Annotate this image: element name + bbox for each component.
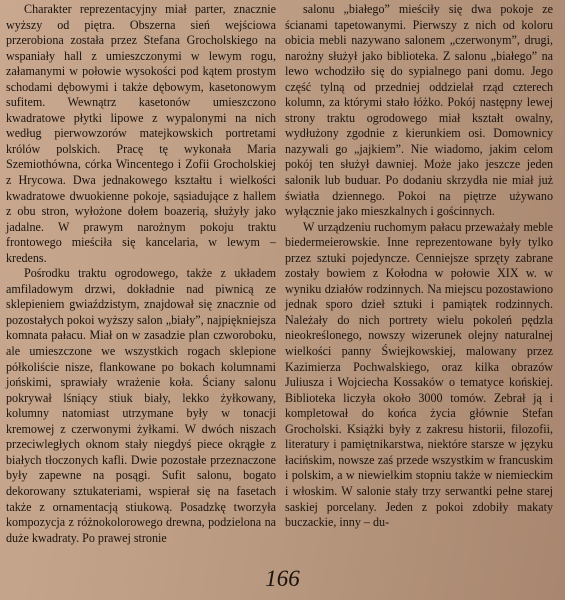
paragraph: Pośrodku traktu ogrodowego, także z układem amfiladowym drzwi, dokładnie nad piwnicą ze sklepieniem gwiaździstym, znajdował się znacznie od pozostałych pokoi wyższy salon „biały”, najpiękniejsza komnata pałacu. Miał on w zasadzie plan czworoboku, ale umieszczone we wszystkich rogach sklepione półkoliście nisze, flankowane po bokach kolumnami jońskimi, sprawiały wrażenie koła. Ściany salonu pokrywał lśniący stiuk biały, lekko żyłkowany, kolumny natomiast utrzymane były w tonacji kremowej z czerwonymi żyłkami. W dwóch niszach przeciwległych oknom stały niegdyś piece okrągłe z białych tłoczonych kafli. Dwie pozostałe przeznaczone były zapewne na posągi. Sufit salonu, bogato dekorowany sztukateriami, wspierał się na fasetach także z ornamentacją stiukową. Posadzkę tworzyła kompozycja z różnokolorowego drewna, podzielona na duże kwadraty. Po prawej stronie xyxy=(6,266,276,545)
paragraph: Charakter reprezentacyjny miał parter, znacznie wyższy od piętra. Obszerna sień wejściowa przerobiona została przez Stefana Grocholskiego na wspaniały hall z umieszczonymi w lewym rogu, załamanymi w połowie wysokości pod kątem prostym schodami dębowymi i także dębowym, kasetonowym sufitem. Wewnątrz kasetonów umieszczono kwadratowe płytki lipowe z wypalonymi na nich według pierwowzorów matejkowskich portretami królów polskich. Pracę tę wykonała Maria Szemiothówna, córka Wincentego i Zofii Grocholskiej z Hrycowa. Dwa jednakowego kształtu i wielkości kwadratowe dwuokienne pokoje, sąsiadujące z hallem z obu stron, wyłożone dołem boazerią, służyły jako jadalne. W prawym narożnym pokoju traktu frontowego mieściła się kancelaria, w lewym – kredens. xyxy=(6,2,276,265)
page-number: 166 xyxy=(265,566,300,591)
right-text-column xyxy=(285,2,553,531)
paragraph: salonu „białego” mieściły się dwa pokoje ze ścianami tapetowanymi. Pierwszy z nich od koloru obicia mebli nazywano salonem „czerwonym”, drugi, narożny służył jako biblioteka. Z salonu „białego” na lewo wchodziło się do sypialnego pani domu. Jego część tylną od przedniej oddzielał rząd czterech kolumn, za którymi stało łóżko. Pokój następny lewej strony traktu ogrodowego miał kształt owalny, wydłużony zgodnie z kierunkiem osi. Domownicy nazywali go „jajkiem”. Nie wiadomo, jakim celom pokój ten służył dawniej. Może jako jeszcze jeden salonik lub buduar. Po dodaniu skrzydła nie miał już światła dziennego. Pokoi na piętrze używano wyłącznie jako mieszkalnych i gościnnych. xyxy=(285,2,553,219)
paragraph: W urządzeniu ruchomym pałacu przeważały meble biedermeierowskie. Inne reprezentowane były tylko przez sztuki pojedyncze. Cenniejsze sprzęty zabrane zostały bowiem z Kołodna w połowie XIX w. w wyniku działów rodzinnych. Na miejscu pozostawiono jednak sporo dzieł sztuki i pamiątek rodzinnych. Należały do nich portrety wielu pokoleń pędzla nieokreślonego, nowszy wizerunek olejny naturalnej wielkości panny Świejkowskiej, malowany przez Kazimierza Pochwalskiego, oraz kilka obrazów Juliusza i Wojciecha Kossaków o tematyce końskiej. Biblioteka liczyła około 3000 tomów. Zebrał ją i kompletował do końca życia głównie Stefan Grocholski. Książki były z zakresu historii, filozofii, literatury i pamiętnikarstwa, niektóre starsze w języku łacińskim, nowsze zaś przede wszystkim w francuskim i polskim, a w niewielkim stopniu także w niemieckim i włoskim. W salonie stały trzy serwantki pełne starej saskiej porcelany. Jeden z pokoi zdobiły makaty buczackie, inny – du- xyxy=(285,219,553,530)
left-text-column xyxy=(6,2,276,546)
